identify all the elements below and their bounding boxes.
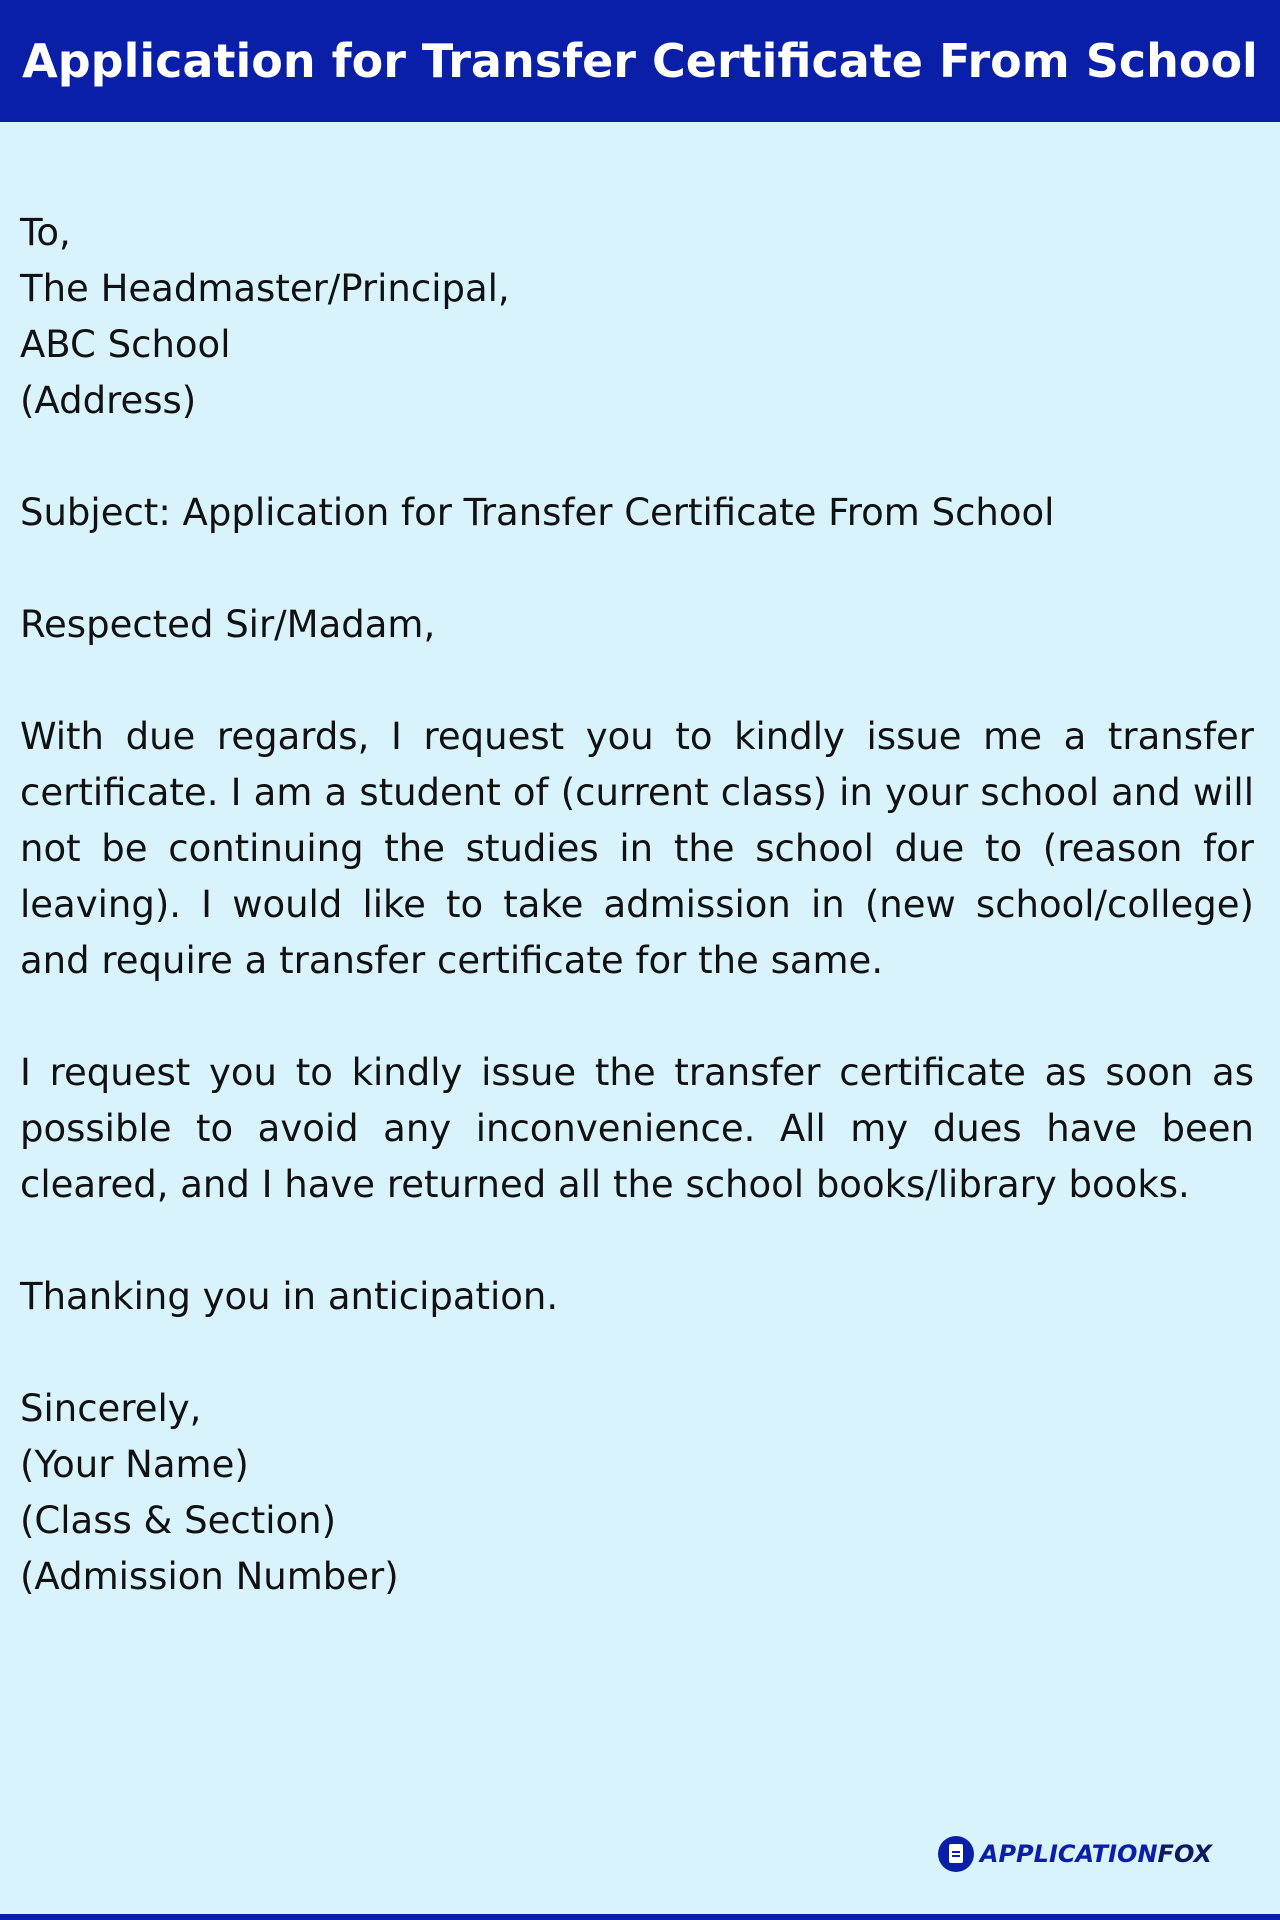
address-line-recipient: The Headmaster/Principal, — [20, 267, 510, 310]
signoff-sincerely: Sincerely, — [20, 1387, 202, 1430]
body-paragraph-1: With due regards, I request you to kindly issue me a transfer certificate. I am a student of (current class) in your school and will not be continuing the studies in the school due to (reason for leaving). I would like to take admission in (new school/college) and require a transfer certificate for the same. — [20, 715, 1254, 982]
address-line-to: To, — [20, 211, 71, 254]
brand-wordmark — [980, 1840, 1212, 1868]
salutation: Respected Sir/Madam, — [20, 603, 436, 646]
footer-bar — [0, 1914, 1280, 1920]
header-banner — [0, 0, 1280, 122]
brand-wordmark-part1: APPLICATION — [979, 1840, 1158, 1868]
address-line-address: (Address) — [20, 379, 197, 422]
address-line-school: ABC School — [20, 323, 231, 366]
page-title: Application for Transfer Certificate From School — [22, 34, 1258, 88]
letter-body — [20, 205, 1254, 1605]
brand-logo — [938, 1836, 1212, 1872]
signoff-class-section: (Class & Section) — [20, 1499, 337, 1542]
signoff-admission-number: (Admission Number) — [20, 1555, 399, 1598]
brand-wordmark-part2: FOX — [1157, 1840, 1212, 1868]
body-paragraph-2: I request you to kindly issue the transfer certificate as soon as possible to avoid any inconvenience. All my dues have been cleared, and I have returned all the school books/library books. — [20, 1051, 1254, 1206]
closing-line: Thanking you in anticipation. — [20, 1275, 559, 1318]
signoff-name: (Your Name) — [20, 1443, 249, 1486]
subject-line: Subject: Application for Transfer Certificate From School — [20, 491, 1055, 534]
document-icon — [938, 1836, 974, 1872]
